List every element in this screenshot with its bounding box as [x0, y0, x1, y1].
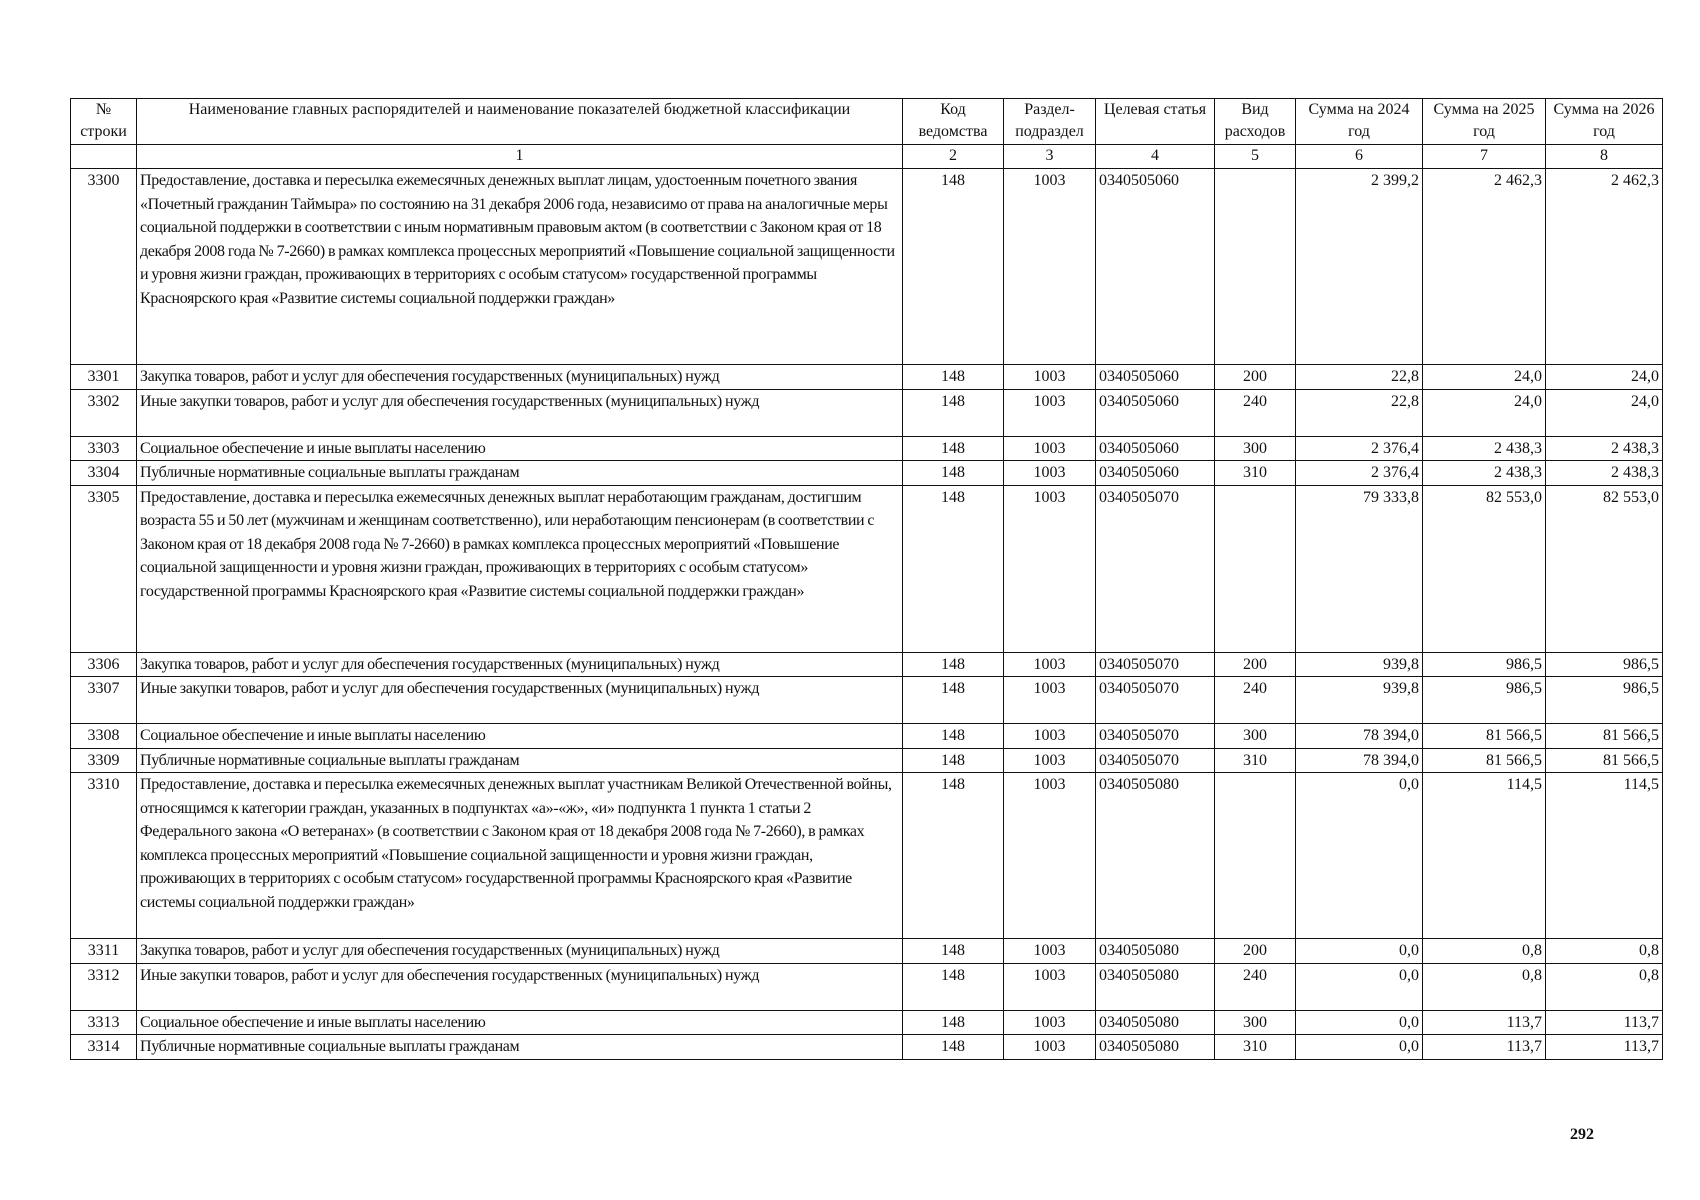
row-target-article: 0340505080 [1096, 1010, 1215, 1035]
row-sum-2025: 2 438,3 [1423, 436, 1546, 461]
colnum-4: 4 [1096, 145, 1215, 169]
row-expense-type: 240 [1215, 389, 1296, 436]
row-ved: 148 [903, 461, 1004, 486]
row-number: 3304 [71, 461, 137, 486]
page-number: 292 [1570, 1126, 1594, 1143]
table-row [71, 436, 1663, 461]
row-target-article: 0340505080 [1096, 1035, 1215, 1060]
row-name: Закупка товаров, работ и услуг для обеспечения государственных (муниципальных) нужд [137, 365, 903, 390]
header-ved: Код ведомства [903, 99, 1004, 145]
row-sum-2025: 986,5 [1423, 677, 1546, 724]
row-target-article: 0340505070 [1096, 724, 1215, 749]
row-sum-2025: 24,0 [1423, 389, 1546, 436]
row-ved: 148 [903, 677, 1004, 724]
header-vr: Вид расходов [1215, 99, 1296, 145]
table-row [71, 485, 1663, 652]
table-row [71, 365, 1663, 390]
row-target-article: 0340505060 [1096, 389, 1215, 436]
row-razdel: 1003 [1004, 939, 1096, 964]
row-name: Публичные нормативные социальные выплаты гражданам [137, 461, 903, 486]
colnum-5: 5 [1215, 145, 1296, 169]
row-ved: 148 [903, 436, 1004, 461]
row-ved: 148 [903, 773, 1004, 939]
row-name: Предоставление, доставка и пересылка ежемесячных денежных выплат неработающим гражданам, достигшим возраста 55 и 50 лет (мужчинам и женщинам соответственно), или неработающим пенсионерам (в соответствии с Законом края от 18 декабря 2008 года № 7-2660) в рамках комплекса процессных мероприятий «Повышение социальной защищенности и уровня жизни граждан, проживающих в территориях с особым статусом» государственной программы Красноярского края «Развитие системы социальной поддержки граждан» [137, 485, 903, 652]
row-sum-2026: 986,5 [1546, 652, 1663, 677]
row-number: 3308 [71, 724, 137, 749]
row-number: 3307 [71, 677, 137, 724]
header-2025: Сумма на 2025 год [1423, 99, 1546, 145]
row-name: Социальное обеспечение и иные выплаты населению [137, 1010, 903, 1035]
table-row [71, 963, 1663, 1010]
row-expense-type: 300 [1215, 724, 1296, 749]
table-row [71, 652, 1663, 677]
row-target-article: 0340505060 [1096, 169, 1215, 365]
header-razdel: Раздел-подраздел [1004, 99, 1096, 145]
table-body [71, 169, 1663, 1060]
row-sum-2025: 81 566,5 [1423, 724, 1546, 749]
row-target-article: 0340505080 [1096, 773, 1215, 939]
row-expense-type: 310 [1215, 461, 1296, 486]
colnum-7: 7 [1423, 145, 1546, 169]
row-target-article: 0340505060 [1096, 461, 1215, 486]
row-expense-type [1215, 773, 1296, 939]
row-sum-2024: 939,8 [1296, 677, 1423, 724]
colnum-0 [71, 145, 137, 169]
row-sum-2024: 0,0 [1296, 1035, 1423, 1060]
row-razdel: 1003 [1004, 748, 1096, 773]
row-sum-2026: 2 438,3 [1546, 436, 1663, 461]
row-sum-2026: 113,7 [1546, 1035, 1663, 1060]
row-expense-type: 310 [1215, 748, 1296, 773]
row-razdel: 1003 [1004, 773, 1096, 939]
row-razdel: 1003 [1004, 963, 1096, 1010]
row-target-article: 0340505080 [1096, 939, 1215, 964]
row-number: 3302 [71, 389, 137, 436]
row-name: Предоставление, доставка и пересылка ежемесячных денежных выплат лицам, удостоенным почетного звания «Почетный гражданин Таймыра» по состоянию на 31 декабря 2006 года, независимо от права на аналогичные меры социальной поддержки в соответствии с иным нормативным правовым актом (в соответствии с Законом края от 18 декабря 2008 года № 7-2660) в рамках комплекса процессных мероприятий «Повышение социальной защищенности и уровня жизни граждан, проживающих в территориях с особым статусом» государственной программы Красноярского края «Развитие системы социальной поддержки граждан» [137, 169, 903, 365]
row-razdel: 1003 [1004, 1010, 1096, 1035]
row-target-article: 0340505060 [1096, 436, 1215, 461]
row-razdel: 1003 [1004, 1035, 1096, 1060]
table-row [71, 1010, 1663, 1035]
row-number: 3306 [71, 652, 137, 677]
row-number: 3305 [71, 485, 137, 652]
row-target-article: 0340505070 [1096, 677, 1215, 724]
header-2026: Сумма на 2026 год [1546, 99, 1663, 145]
column-number-row [71, 145, 1663, 169]
table-row [71, 389, 1663, 436]
row-sum-2024: 22,8 [1296, 389, 1423, 436]
row-ved: 148 [903, 748, 1004, 773]
row-number: 3314 [71, 1035, 137, 1060]
row-expense-type: 310 [1215, 1035, 1296, 1060]
row-razdel: 1003 [1004, 677, 1096, 724]
row-name: Социальное обеспечение и иные выплаты населению [137, 724, 903, 749]
table-row [71, 461, 1663, 486]
row-ved: 148 [903, 939, 1004, 964]
row-sum-2026: 113,7 [1546, 1010, 1663, 1035]
row-sum-2024: 22,8 [1296, 365, 1423, 390]
row-number: 3309 [71, 748, 137, 773]
row-expense-type: 240 [1215, 963, 1296, 1010]
row-razdel: 1003 [1004, 389, 1096, 436]
row-sum-2026: 81 566,5 [1546, 748, 1663, 773]
row-sum-2025: 2 438,3 [1423, 461, 1546, 486]
row-name: Закупка товаров, работ и услуг для обеспечения государственных (муниципальных) нужд [137, 652, 903, 677]
colnum-2: 2 [903, 145, 1004, 169]
row-sum-2026: 81 566,5 [1546, 724, 1663, 749]
row-razdel: 1003 [1004, 724, 1096, 749]
row-razdel: 1003 [1004, 652, 1096, 677]
row-sum-2025: 0,8 [1423, 963, 1546, 1010]
row-name: Публичные нормативные социальные выплаты гражданам [137, 1035, 903, 1060]
row-sum-2024: 0,0 [1296, 963, 1423, 1010]
budget-table [70, 98, 1663, 1060]
table-row [71, 773, 1663, 939]
row-name: Иные закупки товаров, работ и услуг для обеспечения государственных (муниципальных) нужд [137, 963, 903, 1010]
row-ved: 148 [903, 963, 1004, 1010]
row-sum-2026: 2 438,3 [1546, 461, 1663, 486]
row-number: 3313 [71, 1010, 137, 1035]
row-sum-2024: 2 376,4 [1296, 436, 1423, 461]
table-row [71, 939, 1663, 964]
row-sum-2025: 986,5 [1423, 652, 1546, 677]
row-sum-2024: 2 376,4 [1296, 461, 1423, 486]
colnum-6: 6 [1296, 145, 1423, 169]
row-sum-2025: 82 553,0 [1423, 485, 1546, 652]
row-sum-2024: 79 333,8 [1296, 485, 1423, 652]
row-sum-2024: 78 394,0 [1296, 724, 1423, 749]
header-row-no: № строки [71, 99, 137, 145]
header-name: Наименование главных распорядителей и наименование показателей бюджетной классификации [137, 99, 903, 145]
table-row [71, 748, 1663, 773]
row-sum-2026: 986,5 [1546, 677, 1663, 724]
colnum-1: 1 [137, 145, 903, 169]
row-sum-2024: 0,0 [1296, 1010, 1423, 1035]
row-target-article: 0340505070 [1096, 748, 1215, 773]
row-ved: 148 [903, 485, 1004, 652]
row-number: 3300 [71, 169, 137, 365]
row-ved: 148 [903, 169, 1004, 365]
row-sum-2026: 24,0 [1546, 389, 1663, 436]
row-expense-type: 300 [1215, 1010, 1296, 1035]
row-name: Иные закупки товаров, работ и услуг для обеспечения государственных (муниципальных) нужд [137, 389, 903, 436]
row-sum-2025: 0,8 [1423, 939, 1546, 964]
row-ved: 148 [903, 389, 1004, 436]
table-row [71, 677, 1663, 724]
row-sum-2024: 2 399,2 [1296, 169, 1423, 365]
row-expense-type [1215, 169, 1296, 365]
row-sum-2025: 114,5 [1423, 773, 1546, 939]
row-sum-2025: 113,7 [1423, 1035, 1546, 1060]
row-sum-2026: 2 462,3 [1546, 169, 1663, 365]
row-sum-2025: 81 566,5 [1423, 748, 1546, 773]
row-expense-type: 240 [1215, 677, 1296, 724]
row-number: 3312 [71, 963, 137, 1010]
row-sum-2026: 82 553,0 [1546, 485, 1663, 652]
row-razdel: 1003 [1004, 169, 1096, 365]
table-row [71, 724, 1663, 749]
row-sum-2025: 2 462,3 [1423, 169, 1546, 365]
row-expense-type: 200 [1215, 365, 1296, 390]
header-2024: Сумма на 2024 год [1296, 99, 1423, 145]
colnum-3: 3 [1004, 145, 1096, 169]
row-number: 3303 [71, 436, 137, 461]
row-number: 3311 [71, 939, 137, 964]
row-sum-2026: 114,5 [1546, 773, 1663, 939]
row-name: Предоставление, доставка и пересылка ежемесячных денежных выплат участникам Великой Отечественной войны, относящимся к категории граждан, указанных в подпунктах «а»-«ж», «и» подпункта 1 пункта 1 статьи 2 Федерального закона «О ветеранах» (в соответствии с Законом края от 18 декабря 2008 года № 7-2660), в рамках комплекса процессных мероприятий «Повышение социальной защищенности и уровня жизни граждан, проживающих в территориях с особым статусом» государственной программы Красноярского края «Развитие системы социальной поддержки граждан» [137, 773, 903, 939]
row-name: Иные закупки товаров, работ и услуг для обеспечения государственных (муниципальных) нужд [137, 677, 903, 724]
table-row [71, 169, 1663, 365]
row-ved: 148 [903, 1035, 1004, 1060]
row-sum-2026: 0,8 [1546, 939, 1663, 964]
header-row [71, 99, 1663, 145]
row-sum-2025: 24,0 [1423, 365, 1546, 390]
row-target-article: 0340505070 [1096, 652, 1215, 677]
row-ved: 148 [903, 1010, 1004, 1035]
row-razdel: 1003 [1004, 365, 1096, 390]
row-razdel: 1003 [1004, 485, 1096, 652]
row-sum-2024: 78 394,0 [1296, 748, 1423, 773]
row-razdel: 1003 [1004, 461, 1096, 486]
row-razdel: 1003 [1004, 436, 1096, 461]
row-sum-2024: 939,8 [1296, 652, 1423, 677]
row-sum-2026: 0,8 [1546, 963, 1663, 1010]
row-sum-2024: 0,0 [1296, 773, 1423, 939]
table-row [71, 1035, 1663, 1060]
row-expense-type [1215, 485, 1296, 652]
colnum-8: 8 [1546, 145, 1663, 169]
row-sum-2024: 0,0 [1296, 939, 1423, 964]
row-expense-type: 300 [1215, 436, 1296, 461]
header-cs: Целевая статья [1096, 99, 1215, 145]
row-ved: 148 [903, 652, 1004, 677]
row-sum-2026: 24,0 [1546, 365, 1663, 390]
row-ved: 148 [903, 724, 1004, 749]
row-target-article: 0340505060 [1096, 365, 1215, 390]
row-ved: 148 [903, 365, 1004, 390]
row-name: Публичные нормативные социальные выплаты гражданам [137, 748, 903, 773]
row-name: Закупка товаров, работ и услуг для обеспечения государственных (муниципальных) нужд [137, 939, 903, 964]
row-expense-type: 200 [1215, 939, 1296, 964]
row-name: Социальное обеспечение и иные выплаты населению [137, 436, 903, 461]
row-number: 3310 [71, 773, 137, 939]
row-target-article: 0340505080 [1096, 963, 1215, 1010]
row-target-article: 0340505070 [1096, 485, 1215, 652]
row-sum-2025: 113,7 [1423, 1010, 1546, 1035]
row-number: 3301 [71, 365, 137, 390]
row-expense-type: 200 [1215, 652, 1296, 677]
